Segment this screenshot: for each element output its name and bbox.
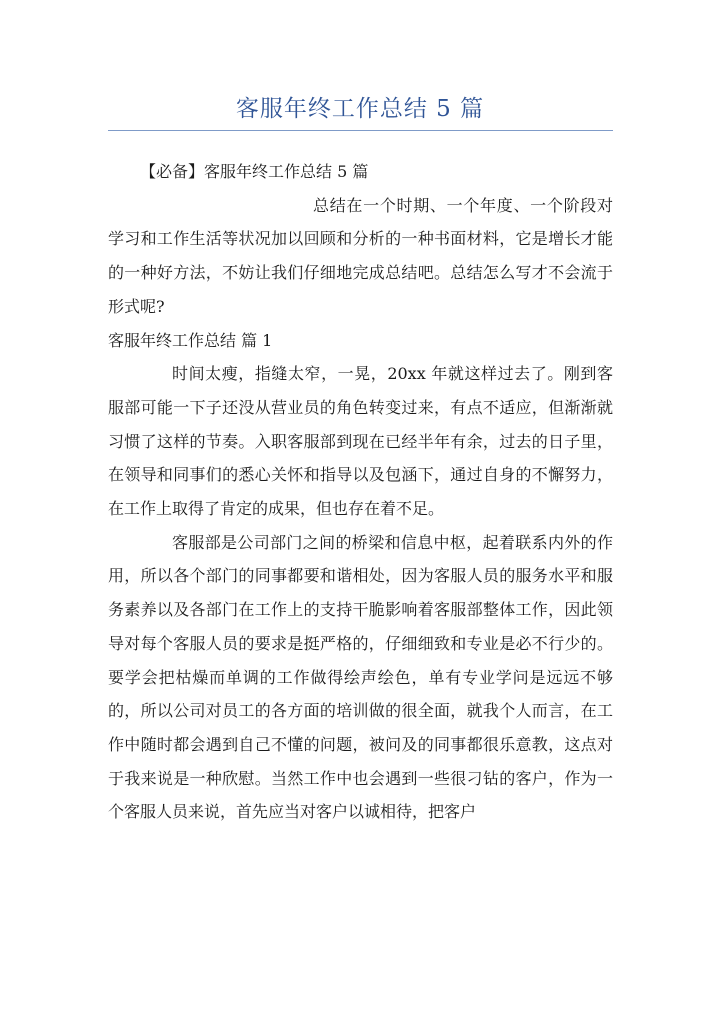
document-body — [108, 155, 613, 829]
intro-paragraph: 总结在一个时期、一个年度、一个阶段对学习和工作生活等状况加以回顾和分析的一种书面材料，它是增长才能的一种好方法，不妨让我们仔细地完成总结吧。总结怎么写才不会流于形式呢? — [108, 195, 613, 316]
document-title: 客服年终工作总结 5 篇 — [235, 96, 485, 122]
body-paragraph-1: 时间太瘦，指缝太窄，一晃，20xx 年就这样过去了。刚到客服部可能一下子还没从营业员的角色转变过来，有点不适应，但渐渐就习惯了这样的节奏。入职客服部到现在已经半年有余，过去的日子里，在领导和同事们的悉心关怀和指导以及包涵下，通过自身的不懈努力，在工作上取得了肯定的成果，但也存在着不足。 — [108, 364, 613, 519]
body-paragraph-2: 客服部是公司部门之间的桥梁和信息中枢，起着联系内外的作用，所以各个部门的同事都要和谐相处，因为客服人员的服务水平和服务素养以及各部门在工作上的支持干脆影响着客服部整体工作，因此领导对每个客服人员的要求是挺严格的，仔细细致和专业是必不行少的。要学会把枯燥而单调的工作做得绘声绘色，单有专业学问是远远不够的，所以公司对员工的各方面的培训做的很全面，就我个人而言，在工作中随时都会遇到自己不懂的问题，被问及的同事都很乐意教，这点对于我来说是一种欣慰。当然工作中也会遇到一些很刁钻的客户，作为一个客服人员来说，首先应当对客户以诚相待，把客户 — [108, 532, 613, 822]
section-heading: 客服年终工作总结 篇 1 — [108, 330, 273, 350]
title-divider — [108, 130, 613, 131]
intro-heading: 【必备】客服年终工作总结 5 篇 — [140, 162, 369, 181]
